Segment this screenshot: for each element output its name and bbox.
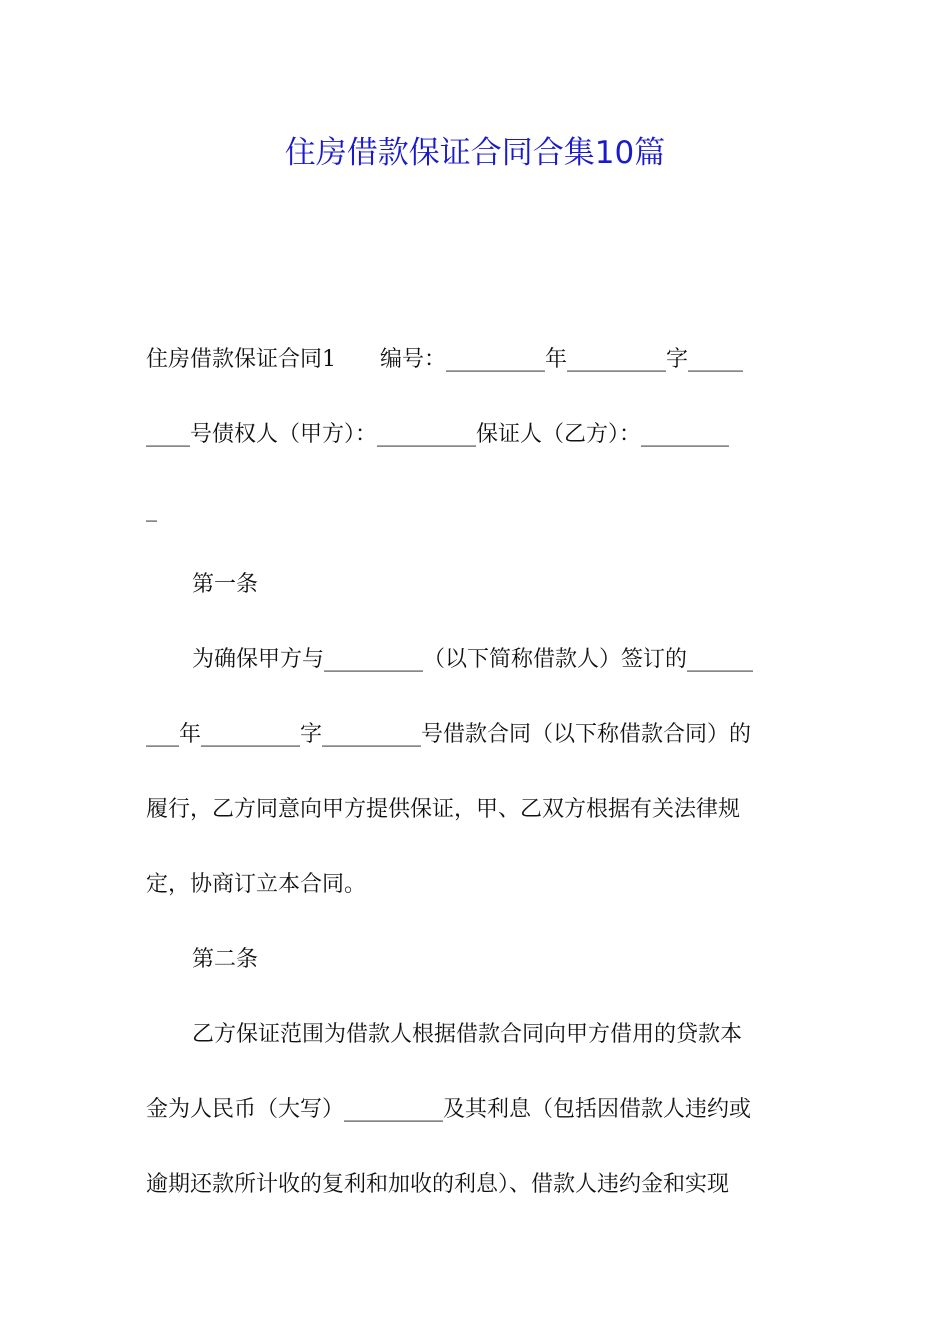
article-2-text-line: 逾期还款所计收的复利和加收的利息）、借款人违约金和实现 [146, 1172, 730, 1197]
document-title: 住房借款保证合同合集10篇 [284, 135, 666, 171]
parties-line-end: _ [146, 497, 157, 522]
article-1-text-line: 履行，乙方同意向甲方提供保证，甲、乙双方根据有关法律规 [146, 797, 741, 822]
article-1-text-line: 定，协商订立本合同。 [146, 872, 367, 897]
article-1-heading: 第一条 [192, 572, 259, 597]
article-1-text-line: 为确保甲方与_________（以下简称借款人）签订的______ [192, 647, 754, 672]
article-2-text-line: 金为人民币（大写）_________及其利息（包括因借款人违约或 [146, 1097, 752, 1122]
contract-header-line: 住房借款保证合同1 编号：_________年_________字_____ [146, 347, 743, 372]
article-2-heading: 第二条 [192, 947, 259, 972]
article-2-text-line: 乙方保证范围为借款人根据借款合同向甲方借用的贷款本 [192, 1022, 743, 1047]
article-1-text-line: ___年_________字_________号借款合同（以下称借款合同）的 [146, 722, 752, 747]
parties-line: ____号债权人（甲方）：_________保证人（乙方）：________ [146, 422, 730, 447]
